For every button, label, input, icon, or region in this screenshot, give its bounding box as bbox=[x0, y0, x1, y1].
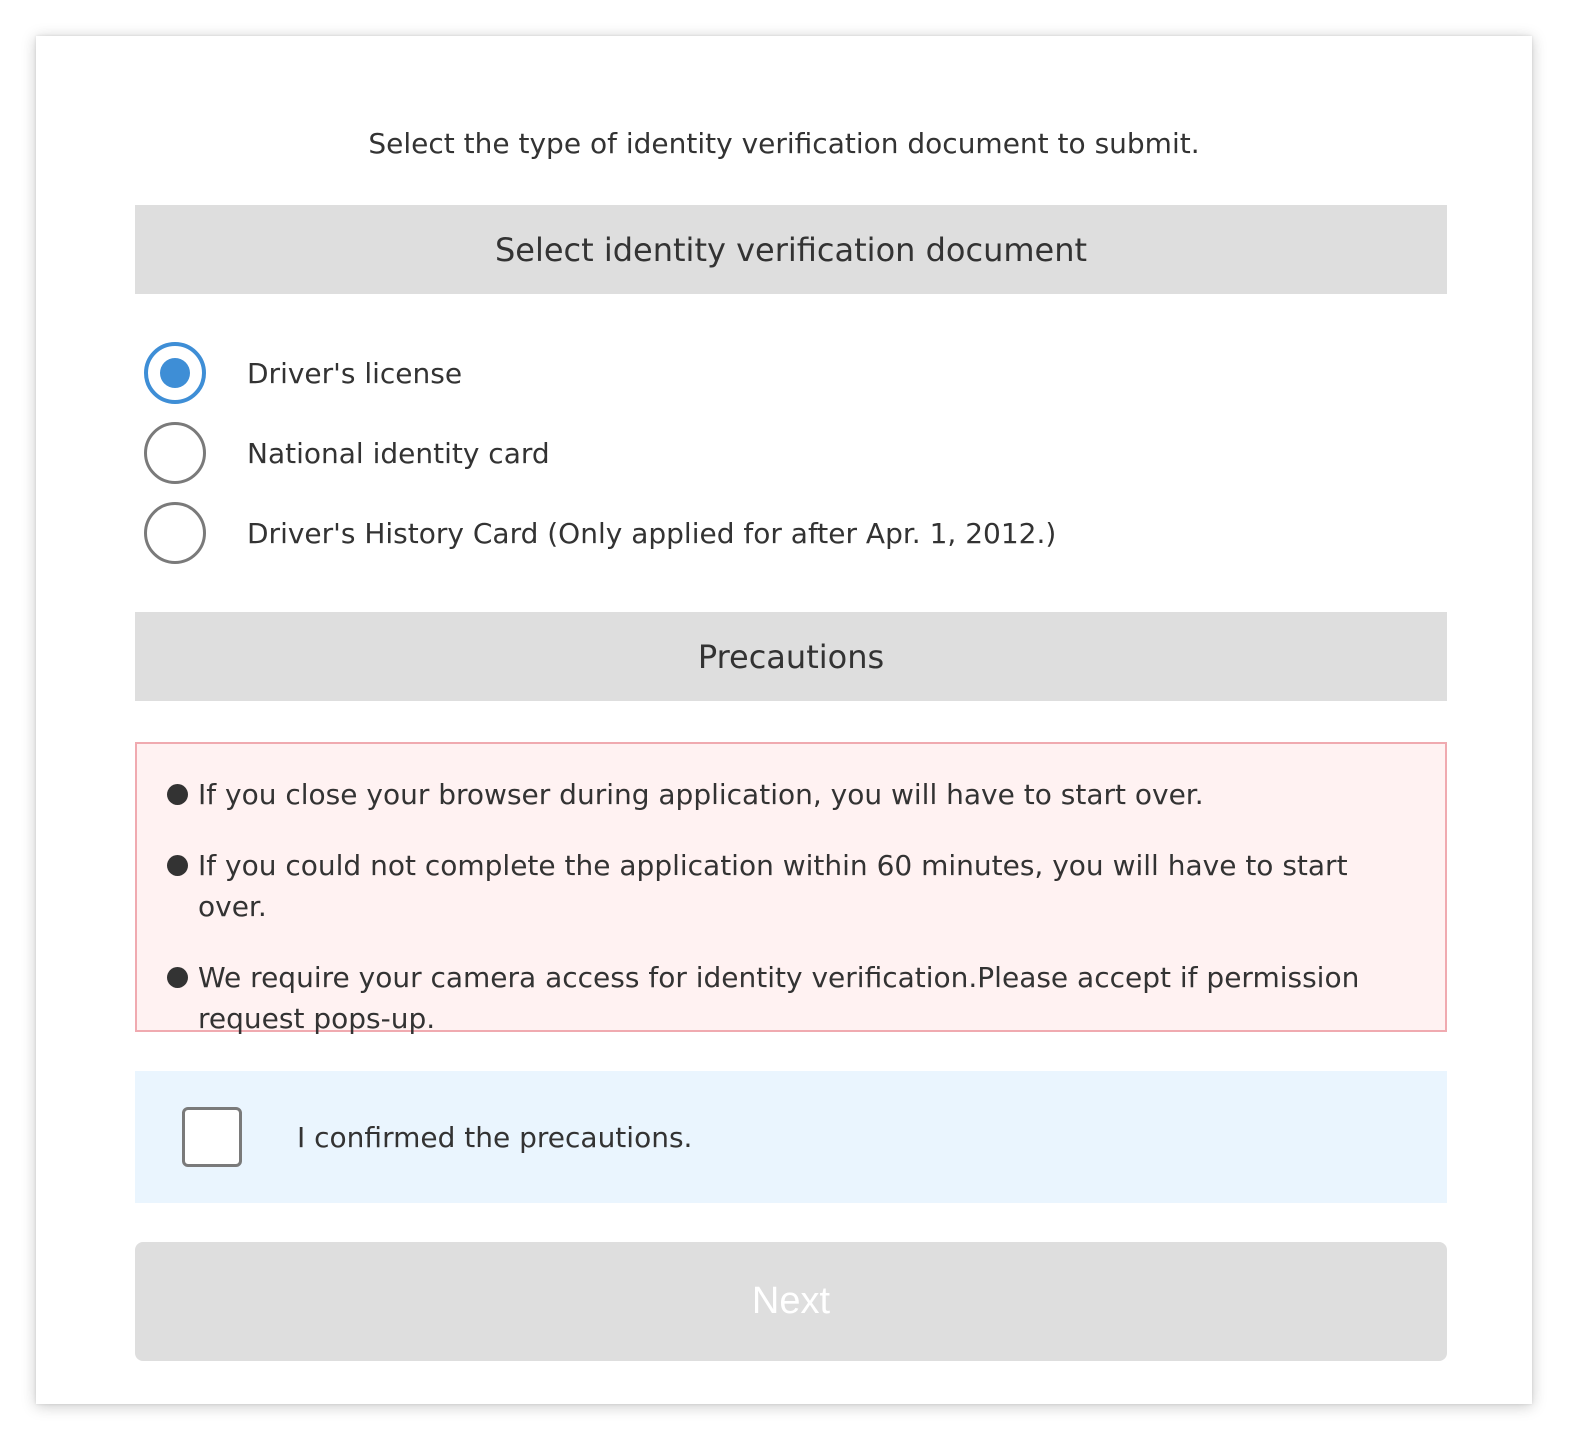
confirm-checkbox-label[interactable]: I confirmed the precautions. bbox=[297, 1120, 693, 1154]
radio-label-drivers-history-card[interactable]: Driver's History Card (Only applied for after Apr. 1, 2012.) bbox=[247, 516, 1057, 550]
document-section-title: Select identity verification document bbox=[494, 230, 1088, 269]
precaution-item bbox=[167, 845, 1425, 927]
next-button[interactable]: Next bbox=[135, 1242, 1447, 1361]
radio-label-drivers-license[interactable]: Driver's license bbox=[247, 356, 463, 390]
radio-button-unchecked-icon[interactable] bbox=[144, 502, 206, 564]
verification-card bbox=[36, 36, 1532, 1404]
radio-option-drivers-license[interactable] bbox=[144, 342, 462, 404]
precaution-item bbox=[167, 774, 1425, 815]
confirm-precautions-row[interactable] bbox=[135, 1071, 1447, 1203]
precautions-section-header bbox=[135, 612, 1447, 701]
radio-button-checked-icon[interactable] bbox=[144, 342, 206, 404]
precaution-text: We require your camera access for identity verification.Please accept if permission request pops-up. bbox=[198, 961, 1360, 1035]
precautions-section-title: Precautions bbox=[697, 637, 885, 676]
precautions-list bbox=[135, 742, 1447, 1035]
radio-selected-dot bbox=[160, 358, 190, 388]
precaution-text: If you close your browser during application, you will have to start over. bbox=[198, 778, 1204, 811]
radio-button-unchecked-icon[interactable] bbox=[144, 422, 206, 484]
bullet-icon bbox=[167, 855, 188, 876]
radio-option-drivers-history-card[interactable] bbox=[144, 502, 1056, 564]
precaution-text: If you could not complete the application within 60 minutes, you will have to start over. bbox=[198, 849, 1348, 923]
confirm-checkbox[interactable] bbox=[182, 1107, 242, 1167]
radio-option-national-id[interactable] bbox=[144, 422, 550, 484]
radio-label-national-id[interactable]: National identity card bbox=[247, 436, 550, 470]
document-section-header bbox=[135, 205, 1447, 294]
bullet-icon bbox=[167, 784, 188, 805]
page-instruction: Select the type of identity verification document to submit. bbox=[368, 127, 1200, 160]
bullet-icon bbox=[167, 967, 188, 988]
precaution-item bbox=[167, 957, 1425, 1039]
